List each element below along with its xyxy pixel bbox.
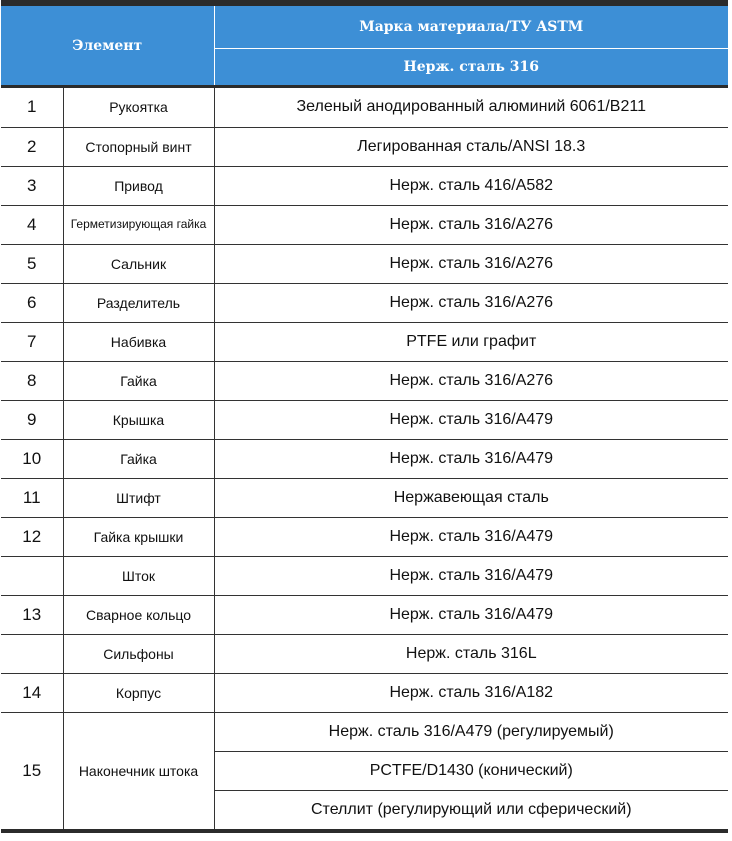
row-number: 6 [1, 283, 63, 322]
table-row [1, 634, 728, 673]
row-material: PTFE или графит [214, 322, 728, 361]
row-material: Нерж. сталь 316/A479 (регулируемый) [214, 712, 728, 751]
table-row [1, 673, 728, 712]
table-row [1, 244, 728, 283]
row-element: Шток [63, 556, 214, 595]
table-row [1, 322, 728, 361]
table-row [1, 166, 728, 205]
row-number: 13 [1, 595, 63, 634]
row-material: Нерж. сталь 316/A479 [214, 439, 728, 478]
table-row [1, 517, 728, 556]
row-number: 1 [1, 88, 63, 127]
row-material: Нерж. сталь 316L [214, 634, 728, 673]
row-number: 3 [1, 166, 63, 205]
row-number: 9 [1, 400, 63, 439]
row-element: Штифт [63, 478, 214, 517]
row-material: Нерж. сталь 316/A479 [214, 595, 728, 634]
row-material: Нерж. сталь 316/A276 [214, 205, 728, 244]
table-row [1, 283, 728, 322]
row-element: Сальник [63, 244, 214, 283]
row-material: Нерж. сталь 316/A276 [214, 361, 728, 400]
table-row [1, 400, 728, 439]
row-number: 2 [1, 127, 63, 166]
row-number: 4 [1, 205, 63, 244]
row-material: Легированная сталь/ANSI 18.3 [214, 127, 728, 166]
row-element: Сильфоны [63, 634, 214, 673]
row-number: 7 [1, 322, 63, 361]
row-element: Сварное кольцо [63, 595, 214, 634]
header-element: Элемент [1, 6, 214, 85]
row-element: Гайка [63, 361, 214, 400]
table-row [1, 205, 728, 244]
row-element: Привод [63, 166, 214, 205]
header-stainless-316: Нерж. сталь 316 [214, 49, 728, 86]
row-number: 5 [1, 244, 63, 283]
row-material: Зеленый анодированный алюминий 6061/B211 [214, 88, 728, 127]
row-material: Нерж. сталь 316/A182 [214, 673, 728, 712]
row-material: Нерж. сталь 416/A582 [214, 166, 728, 205]
row-element: Гайка крышки [63, 517, 214, 556]
materials-table-wrapper [1, 0, 728, 833]
row-element: Разделитель [63, 283, 214, 322]
row-number: 11 [1, 478, 63, 517]
row-material: Нерж. сталь 316/A479 [214, 400, 728, 439]
row-element: Гайка [63, 439, 214, 478]
materials-table [1, 6, 728, 829]
row-element: Герметизирующая гайка [63, 205, 214, 244]
table-row [1, 361, 728, 400]
row-number: 15 [1, 712, 63, 829]
table-row [1, 556, 728, 595]
row-number: 10 [1, 439, 63, 478]
bottom-rule [1, 829, 728, 833]
row-element: Крышка [63, 400, 214, 439]
row-number: 14 [1, 673, 63, 712]
row-material: PCTFE/D1430 (конический) [214, 751, 728, 790]
row-number [1, 556, 63, 595]
row-element: Наконечник штока [63, 712, 214, 829]
table-row [1, 478, 728, 517]
header-material-grade: Марка материала/ТУ ASTM [214, 6, 728, 49]
row-number [1, 634, 63, 673]
row-material: Нерж. сталь 316/A276 [214, 244, 728, 283]
row-material: Нерж. сталь 316/A276 [214, 283, 728, 322]
row-number: 12 [1, 517, 63, 556]
table-row [1, 127, 728, 166]
row-material: Нержавеющая сталь [214, 478, 728, 517]
table-row [1, 439, 728, 478]
row-material: Стеллит (регулирующий или сферический) [310, 800, 632, 818]
table-row [1, 88, 728, 127]
row-element: Стопорный винт [63, 127, 214, 166]
row-element: Набивка [63, 322, 214, 361]
row-material: Нерж. сталь 316/A479 [214, 556, 728, 595]
table-row [1, 595, 728, 634]
row-element: Корпус [63, 673, 214, 712]
row-material: Нерж. сталь 316/A479 [214, 517, 728, 556]
table-row [1, 712, 728, 751]
row-number: 8 [1, 361, 63, 400]
row-element: Рукоятка [63, 88, 214, 127]
